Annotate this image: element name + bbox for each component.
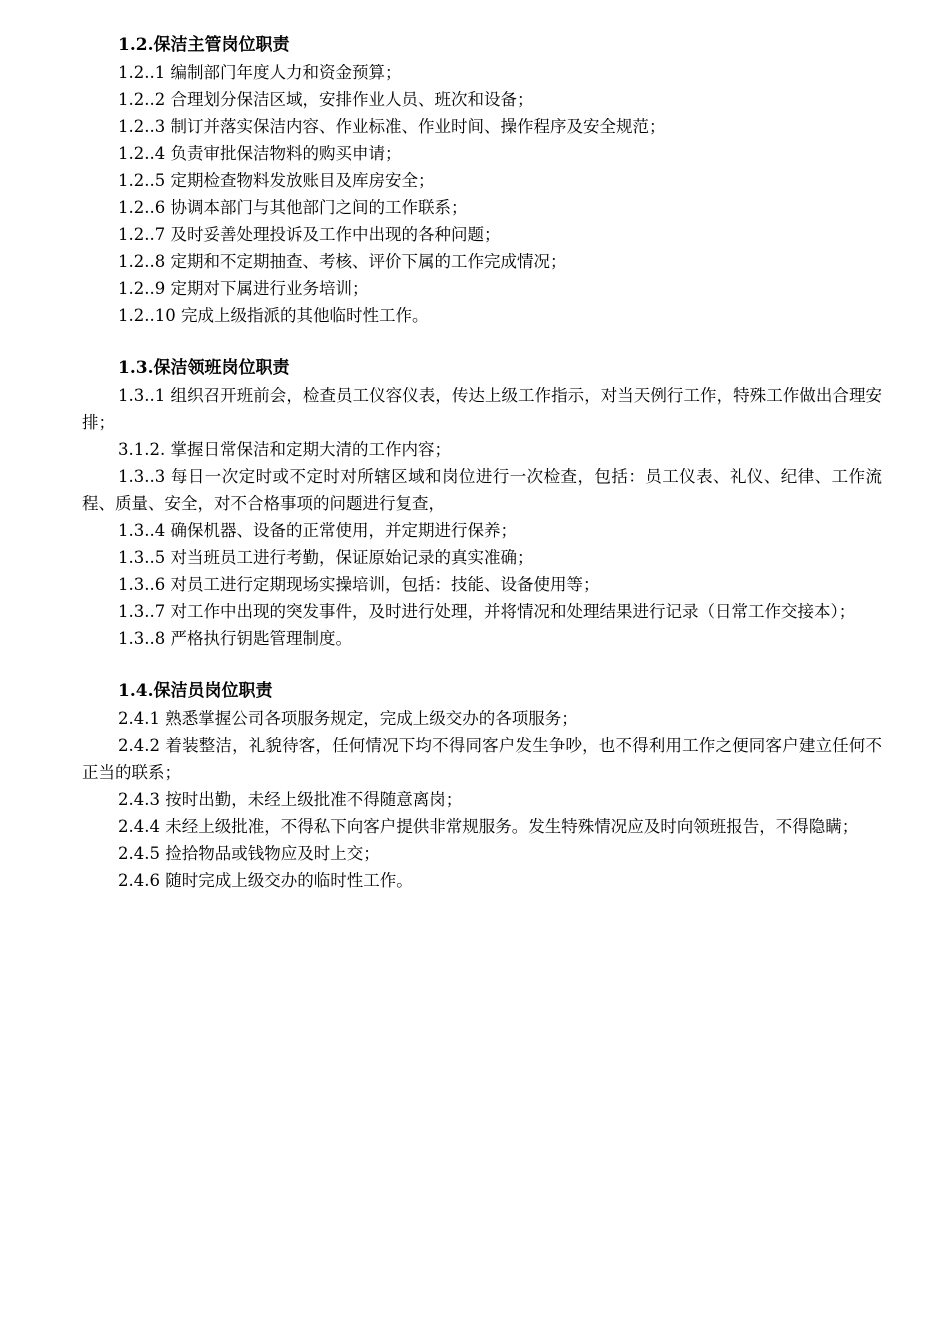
duty-item: 2.4.5 捡拾物品或钱物应及时上交；	[118, 844, 380, 863]
duty-item: 1.2..9 定期对下属进行业务培训；	[118, 279, 369, 298]
duty-item: 2.4.6 随时完成上级交办的临时性工作。	[118, 871, 413, 890]
duty-item: 2.4.2 着装整洁，礼貌待客，任何情况下均不得同客户发生争吵，也不得利用工作之便同客户建立任何不正当的联系；	[82, 736, 882, 782]
duty-item: 1.2..2 合理划分保洁区域，安排作业人员、班次和设备；	[118, 90, 534, 109]
duty-item: 3.1.2. 掌握日常保洁和定期大清的工作内容；	[118, 440, 451, 459]
duty-item: 2.4.3 按时出勤，未经上级批准不得随意离岗；	[118, 790, 463, 809]
duty-item: 2.4.4 未经上级批准，不得私下向客户提供非常规服务。发生特殊情况应及时向领班报告，不得隐瞒；	[118, 817, 859, 836]
duty-item: 1.2..3 制订并落实保洁内容、作业标准、作业时间、操作程序及安全规范；	[118, 117, 666, 136]
duty-item: 1.3..7 对工作中出现的突发事件，及时进行处理，并将情况和处理结果进行记录（日常工作交接本）；	[118, 602, 856, 621]
duty-item: 1.2..5 定期检查物料发放账目及库房安全；	[118, 171, 435, 190]
section-heading: 1.2.保洁主管岗位职责	[118, 35, 290, 55]
section-foreman-duties	[82, 355, 882, 652]
duty-item: 1.2..1 编制部门年度人力和资金预算；	[118, 63, 402, 82]
duty-item: 1.2..7 及时妥善处理投诉及工作中出现的各种问题；	[118, 225, 501, 244]
duty-item: 1.3..6 对员工进行定期现场实操培训，包括：技能、设备使用等；	[118, 575, 600, 594]
duty-item: 2.4.1 熟悉掌握公司各项服务规定，完成上级交办的各项服务；	[118, 709, 578, 728]
section-heading: 1.4.保洁员岗位职责	[118, 681, 273, 701]
duty-item: 1.2..6 协调本部门与其他部门之间的工作联系；	[118, 198, 468, 217]
duty-item: 1.3..8 严格执行钥匙管理制度。	[118, 629, 352, 648]
duty-item: 1.3..5 对当班员工进行考勤，保证原始记录的真实准确；	[118, 548, 534, 567]
duty-item: 1.3..1 组织召开班前会，检查员工仪容仪表，传达上级工作指示，对当天例行工作，特殊工作做出合理安排；	[82, 386, 882, 432]
duty-item: 1.3..3 每日一次定时或不定时对所辖区域和岗位进行一次检查，包括：员工仪表、礼仪、纪律、工作流程、质量、安全，对不合格事项的问题进行复查，	[82, 467, 882, 513]
duty-item: 1.2..4 负责审批保洁物料的购买申请；	[118, 144, 402, 163]
section-heading: 1.3.保洁领班岗位职责	[118, 358, 290, 378]
duty-item: 1.3..4 确保机器、设备的正常使用，并定期进行保养；	[118, 521, 517, 540]
section-supervisor-duties	[82, 32, 882, 329]
duty-item: 1.2..8 定期和不定期抽查、考核、评价下属的工作完成情况；	[118, 252, 567, 271]
document-content	[82, 32, 882, 920]
section-cleaner-duties	[82, 678, 882, 894]
duty-item: 1.2..10 完成上级指派的其他临时性工作。	[118, 306, 429, 325]
